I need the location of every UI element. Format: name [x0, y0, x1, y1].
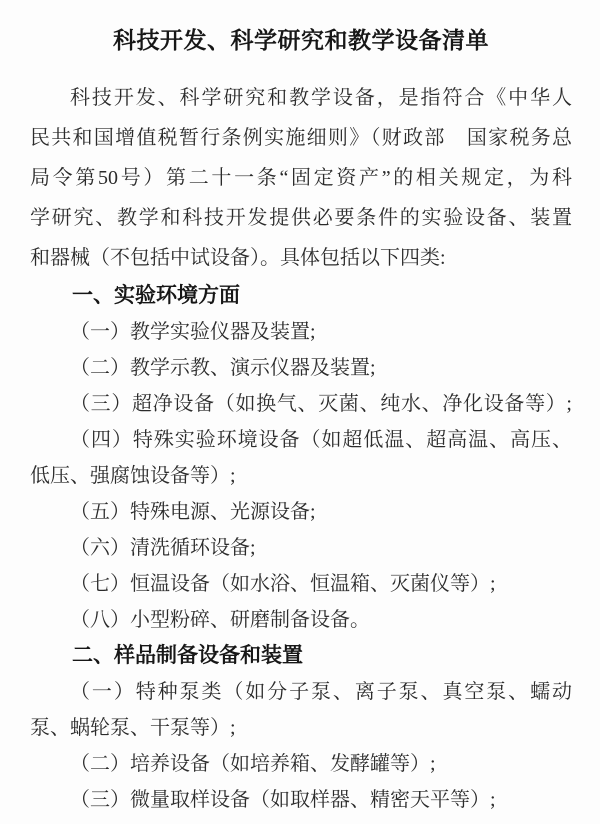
section-1-heading: 一、实验环境方面	[72, 284, 240, 307]
section-1-item-7: （七）恒温设备（如水浴、恒温箱、灭菌仪等）;	[70, 573, 496, 595]
section-1-item-5: （五）特殊电源、光源设备;	[70, 501, 316, 523]
section-1-item-8: （八）小型粉碎、研磨制备设备。	[70, 609, 370, 631]
intro-line-1: 科技开发、科学研究和教学设备，是指符合《中华人	[70, 87, 572, 109]
section-2-item-1-continued: 泵、蜗轮泵、干泵等）;	[30, 717, 236, 739]
section-1-item-6: （六）清洗循环设备;	[70, 537, 256, 559]
section-2-item-2: （二）培养设备（如培养箱、发酵罐等）;	[70, 753, 436, 775]
section-2-item-3: （三）微量取样设备（如取样器、精密天平等）;	[70, 789, 496, 811]
section-1-item-3: （三）超净设备（如换气、灭菌、纯水、净化设备等）;	[70, 393, 572, 415]
section-1-item-4-continued: 低压、强腐蚀设备等）;	[30, 465, 236, 487]
section-1-item-1: （一）教学实验仪器及装置;	[70, 321, 316, 343]
section-1-item-4: （四）特殊实验环境设备（如超低温、超高温、高压、	[70, 429, 572, 451]
intro-line-3: 局令第50号）第二十一条“固定资产”的相关规定，为科	[30, 167, 572, 189]
section-2-heading: 二、样品制备设备和装置	[72, 644, 303, 667]
intro-line-4: 学研究、教学和科技开发提供必要条件的实验设备、装置	[30, 207, 572, 229]
document-title: 科技开发、科学研究和教学设备清单	[113, 27, 489, 53]
intro-line-2: 民共和国增值税暂行条例实施细则》（财政部 国家税务总	[30, 127, 572, 149]
section-1-item-2: （二）教学示教、演示仪器及装置;	[70, 357, 376, 379]
intro-line-5: 和器械（不包括中试设备）。具体包括以下四类:	[30, 247, 446, 269]
section-2-item-1: （一）特种泵类（如分子泵、离子泵、真空泵、蠕动	[70, 681, 572, 703]
